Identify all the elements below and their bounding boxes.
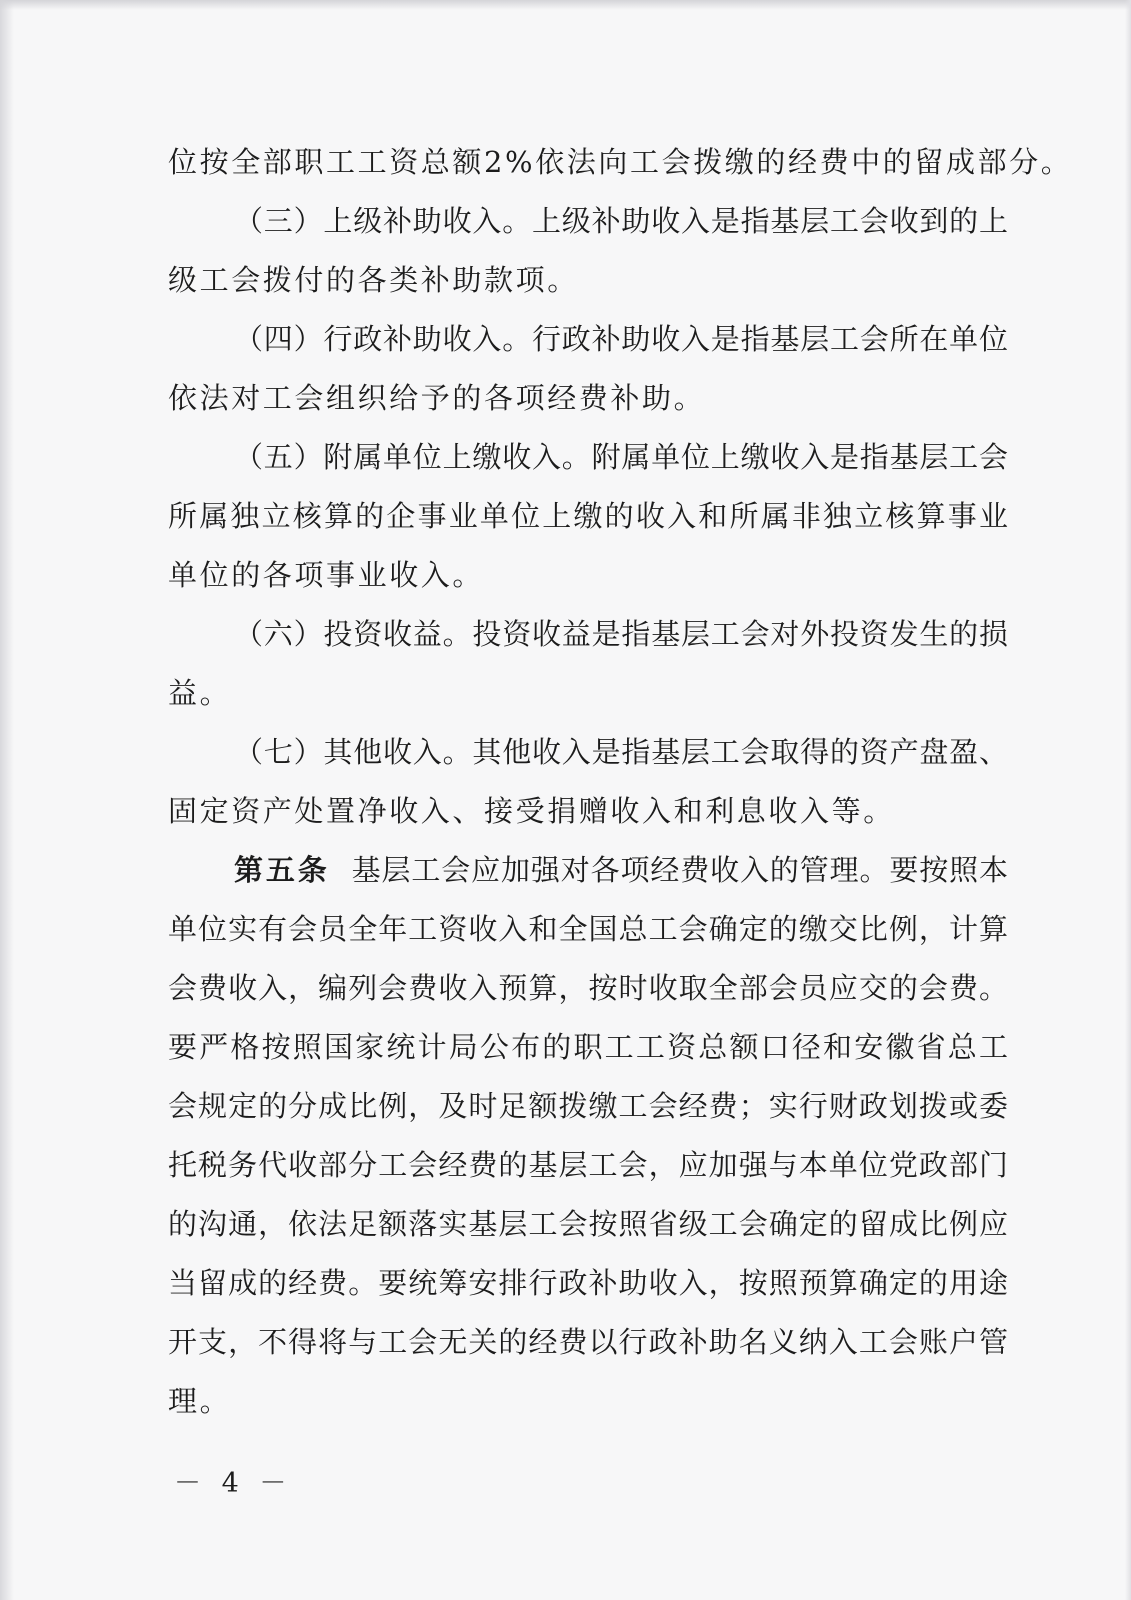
- article-5-first-line: [234, 846, 1008, 894]
- body-text-line: 益。: [168, 676, 232, 710]
- body-text-line: 开支，不得将与工会无关的经费以行政补助名义纳入工会账户管: [168, 1325, 1008, 1359]
- body-text-line: 单位实有会员全年工资收入和全国总工会确定的缴交比例，计算: [168, 912, 1008, 946]
- body-text-line: 会费收入，编列会费收入预算，按时收取全部会员应交的会费。: [168, 971, 1008, 1005]
- body-text-line: 当留成的经费。要统筹安排行政补助收入，按照预算确定的用途: [168, 1266, 1008, 1300]
- body-text-line: 基层工会应加强对各项经费收入的管理。要按照本: [351, 853, 1008, 887]
- body-text-line: 理。: [168, 1384, 232, 1418]
- page-edge-shadow: [0, 0, 1131, 10]
- body-text-line: 会规定的分成比例，及时足额拨缴工会经费；实行财政划拨或委: [168, 1089, 1008, 1123]
- body-text-line: 单位的各项事业收入。: [168, 558, 485, 592]
- body-text-line: （四）行政补助收入。行政补助收入是指基层工会所在单位: [234, 322, 1008, 356]
- body-text-line: （五）附属单位上缴收入。附属单位上缴收入是指基层工会: [234, 440, 1008, 474]
- body-text-line: 位按全部职工工资总额2%依法向工会拨缴的经费中的留成部分。: [168, 145, 1073, 179]
- body-text-line: 要严格按照国家统计局公布的职工工资总额口径和安徽省总工: [168, 1030, 1008, 1064]
- body-text-line: 依法对工会组织给予的各项经费补助。: [168, 381, 706, 415]
- article-heading: 第五条: [234, 853, 330, 887]
- body-text-line: （六）投资收益。投资收益是指基层工会对外投资发生的损: [234, 617, 1008, 651]
- body-text-line: 级工会拨付的各类补助款项。: [168, 263, 579, 297]
- body-text-line: 所属独立核算的企事业单位上缴的收入和所属非独立核算事业: [168, 499, 1008, 533]
- body-text-line: 托税务代收部分工会经费的基层工会，应加强与本单位党政部门: [168, 1148, 1008, 1182]
- page-edge-shadow: [0, 0, 14, 1600]
- body-text-line: （三）上级补助收入。上级补助收入是指基层工会收到的上: [234, 204, 1008, 238]
- body-text-line: （七）其他收入。其他收入是指基层工会取得的资产盘盈、: [234, 735, 1008, 769]
- page-edge-shadow: [1125, 0, 1131, 1600]
- page-number: － 4 －: [174, 1468, 293, 1499]
- body-text-line: 的沟通，依法足额落实基层工会按照省级工会确定的留成比例应: [168, 1207, 1008, 1241]
- body-text-line: 固定资产处置净收入、接受捐赠收入和利息收入等。: [168, 794, 895, 828]
